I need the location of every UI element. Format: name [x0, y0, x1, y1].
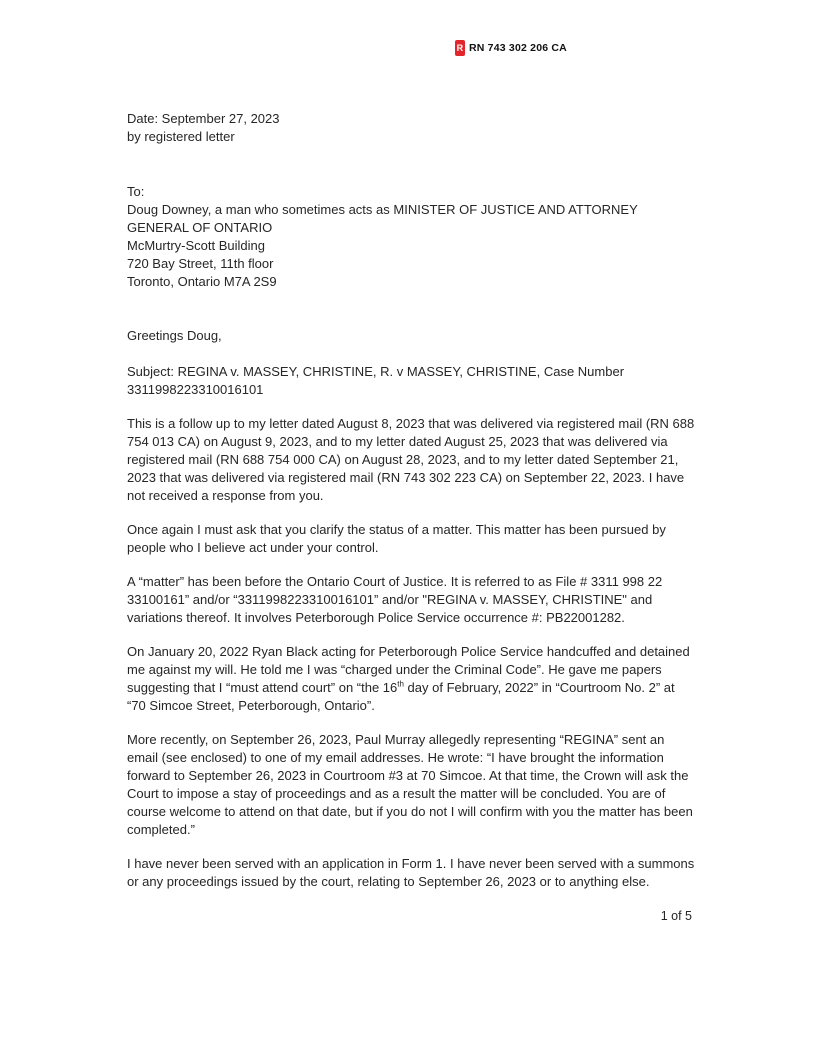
paragraph-email: More recently, on September 26, 2023, Paul Murray allegedly representing “REGINA” sent an email (see enclosed) to one of my email addresses. He wrote: “I have brought the information forward to September 26, 2023 in Courtroom #3 at 70 Simcoe. At that time, the Crown will ask the Court to impose a stay of proceedings and as a result the matter will be concluded. You are of course welcome to attend on that date, but if you do not I will confirm with you the matter has been completed.”	[127, 732, 693, 837]
ordinal-suffix: th	[397, 679, 404, 689]
subject-line: Subject: REGINA v. MASSEY, CHRISTINE, R. v MASSEY, CHRISTINE, Case Number 3311998223310016101	[127, 364, 625, 397]
paragraph-follow-up: This is a follow up to my letter dated August 8, 2023 that was delivered via registered mail (RN 688 754 013 CA) on August 9, 2023, and to my letter dated August 25, 2023 that was delivered via registered mail (RN 688 754 000 CA) on August 28, 2023, and to my letter dated September 21, 2023 that was delivered via registered mail (RN 743 302 223 CA) on September 22, 2023. I have not received a response from you.	[127, 416, 695, 503]
paragraph-arrest-text-2: day of February, 2022” in “Courtroom No. 2” at “70 Simcoe Street, Peterborough, Ontario”.	[127, 680, 675, 713]
page-number: 1 of 5	[660, 909, 692, 923]
tracking-number: RN 743 302 206 CA	[469, 42, 567, 54]
paragraph-clarify: Once again I must ask that you clarify the status of a matter. This matter has been pursued by people who I believe act under your control.	[127, 522, 666, 555]
recipient-name: Doug Downey, a man who sometimes acts as MINISTER OF JUSTICE AND ATTORNEY GENERAL OF ONTARIO	[127, 202, 638, 235]
delivery-method: by registered letter	[127, 129, 235, 144]
letter-body	[127, 110, 697, 891]
registered-r-icon: R	[455, 40, 465, 56]
to-label: To:	[127, 184, 145, 199]
recipient-street: 720 Bay Street, 11th floor	[127, 256, 274, 271]
paragraph-matter: A “matter” has been before the Ontario Court of Justice. It is referred to as File # 3311 998 22 33100161” and/or “3311998223310016101” and/or "REGINA v. MASSEY, CHRISTINE" and variations thereof. It involves Peterborough Police Service occurrence #: PB22001282.	[127, 574, 663, 625]
recipient-building: McMurtry-Scott Building	[127, 238, 265, 253]
greeting: Greetings Doug,	[127, 328, 222, 343]
registered-mail-label	[455, 40, 567, 56]
date-line: Date: September 27, 2023	[127, 111, 280, 126]
paragraph-arrest	[127, 643, 697, 715]
recipient-city: Toronto, Ontario M7A 2S9	[127, 274, 277, 289]
paragraph-arrest-text-1: On January 20, 2022 Ryan Black acting for Peterborough Police Service handcuffed and detained me against my will. He told me I was “charged under the Criminal Code”. He gave me papers suggesting that I “must attend court” on “the 16	[127, 644, 690, 695]
paragraph-not-served: I have never been served with an application in Form 1. I have never been served with a summons or any proceedings issued by the court, relating to September 26, 2023 or to anything else.	[127, 856, 695, 889]
